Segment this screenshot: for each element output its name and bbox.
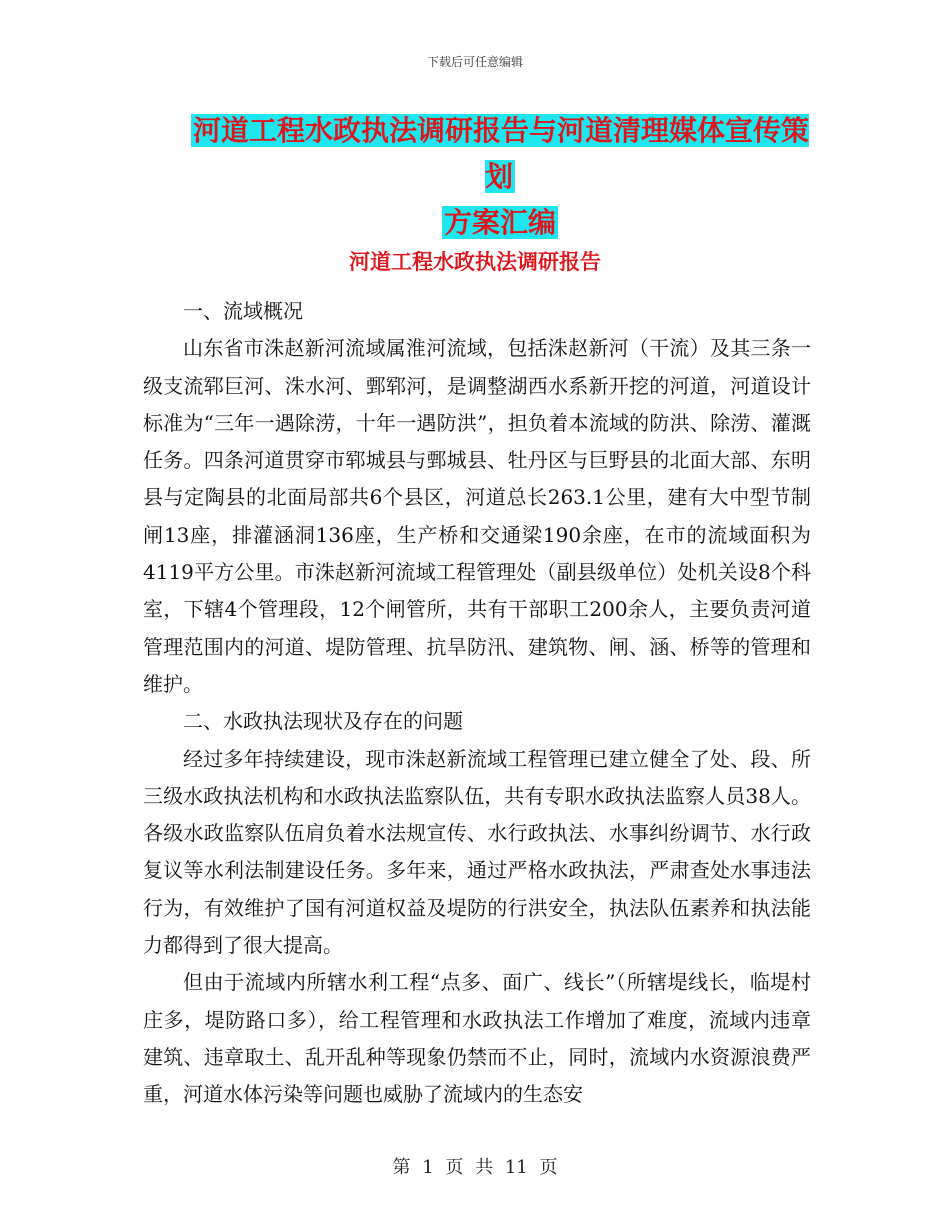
paragraph-problems: 但由于流域内所辖水利工程“点多、面广、线长”（所辖堤线长，临堤村庄多，堤防路口多），给工程管理和水政执法工作增加了难度，流域内违章建筑、违章取土、乱开乱种等现象仍禁而不止，同时，流域内水资源浪费严重，河道水体污染等问题也威胁了流域内的生态安: [143, 970, 811, 1107]
document-title-line-1: 河道工程水政执法调研报告与河道清理媒体宣传策划: [192, 114, 809, 193]
page-footer: 第 1 页 共 11 页: [392, 1157, 558, 1178]
heading-status: 二、水政执法现状及存在的问题: [183, 709, 463, 734]
heading-overview: 一、流域概况: [183, 299, 303, 323]
body-text: [143, 293, 811, 1114]
header-note: 下载后可任意编辑: [426, 55, 523, 69]
document-title: [190, 108, 810, 246]
paragraph-status: 经过多年持续建设，现市洙赵新流域工程管理已建立健全了处、段、所三级水政执法机构和水政执法监察队伍，共有专职水政执法监察人员38人。各级水政监察队伍肩负着水法规宣传、水行政执法、水事纠纷调节、水行政复议等水利法制建设任务。多年来，通过严格水政执法，严肃查处水事违法行为，有效维护了国有河道权益及堤防的行洪安全，执法队伍素养和执法能力都得到了很大提高。: [143, 746, 811, 958]
paragraph-overview: 山东省市洙赵新河流域属淮河流域，包括洙赵新河（干流）及其三条一级支流郓巨河、洙水河、鄄郓河，是调整湖西水系新开挖的河道，河道设计标准为“三年一遇除涝，十年一遇防洪”，担负着本流域的防洪、除涝、灌溉任务。四条河道贯穿市郓城县与鄄城县、牡丹区与巨野县的北面大部、东明县与定陶县的北面局部共6个县区，河道总长263.1公里，建有大中型节制闸13座，排灌涵洞136座，生产桥和交通梁190余座，在市的流域面积为4119平方公里。市洙赵新河流域工程管理处（副县级单位）处机关设8个科室，下辖4个管理段，12个闸管所，共有干部职工200余人，主要负责河道管理范围内的河道、堤防管理、抗旱防汛、建筑物、闸、涵、桥等的管理和维护。: [143, 336, 811, 696]
section-title: 河道工程水政执法调研报告: [349, 250, 601, 274]
document-title-line-2: 方案汇编: [443, 206, 556, 239]
